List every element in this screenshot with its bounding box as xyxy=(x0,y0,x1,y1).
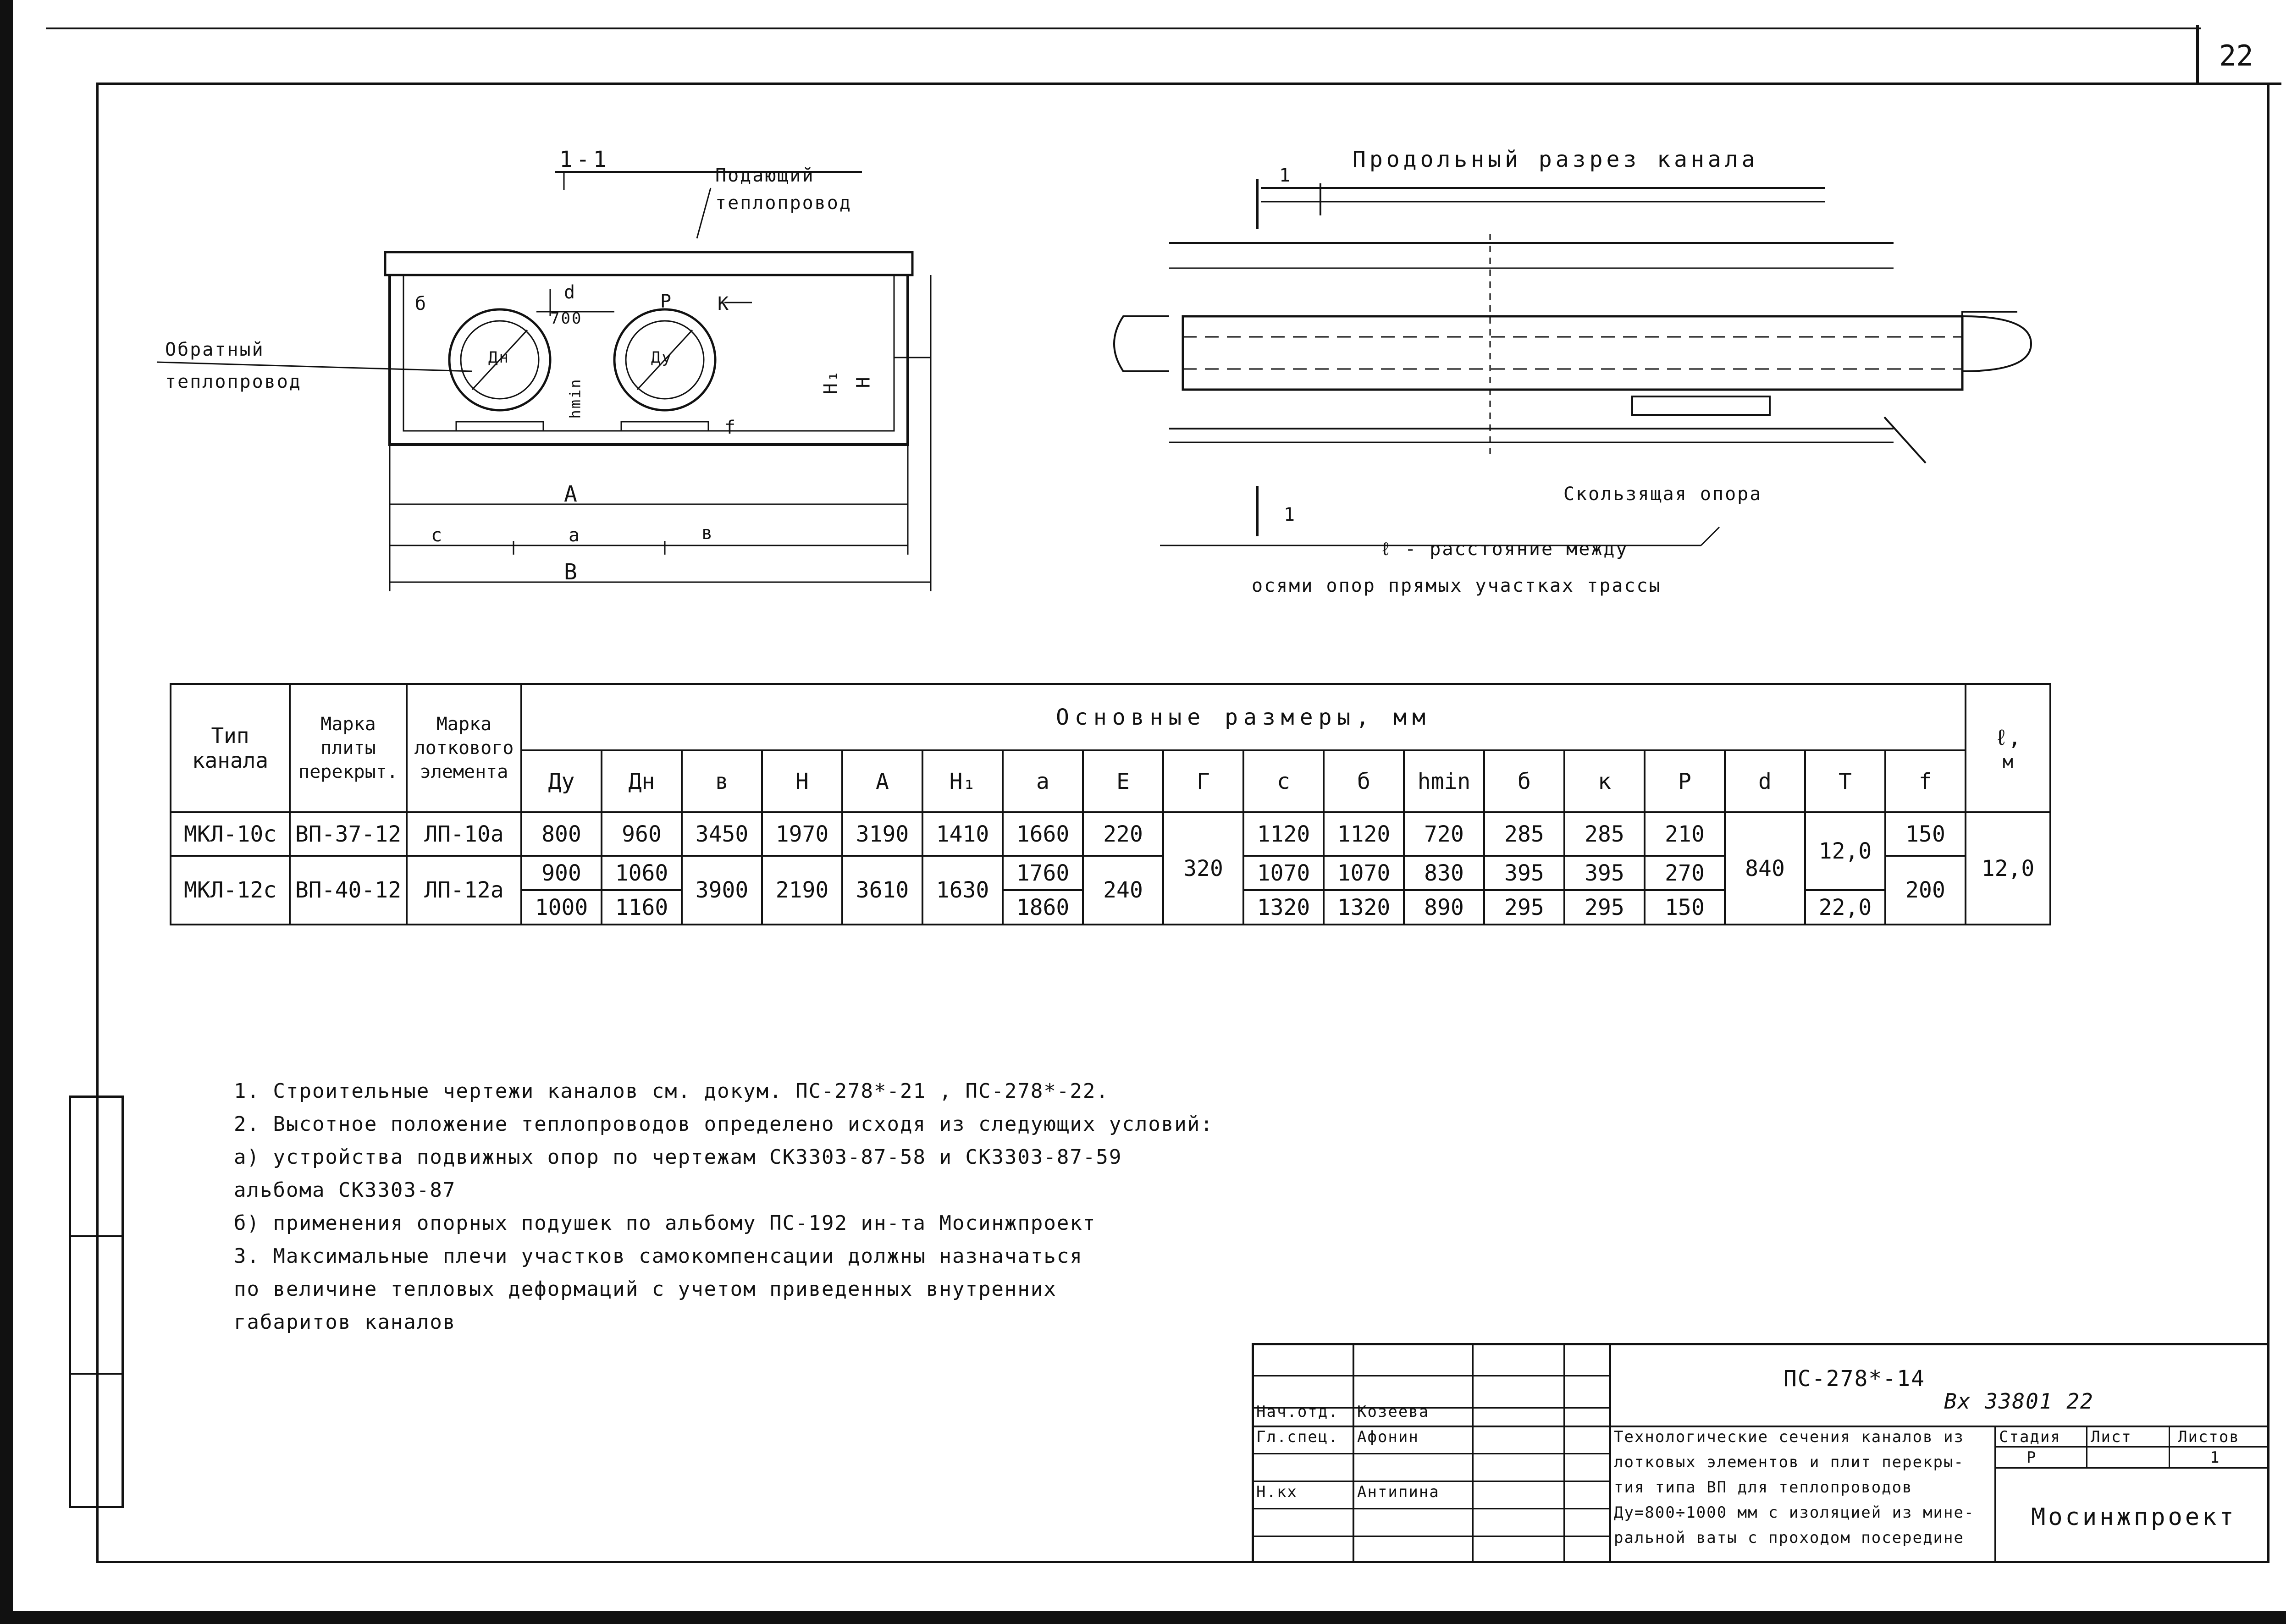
long-section-title: Продольный разрез канала xyxy=(1353,147,1759,172)
note-3-cont-2: габаритов каналов xyxy=(234,1310,456,1334)
desc-5: ральной ваты с проходом посередине xyxy=(1614,1529,1964,1547)
notes xyxy=(234,1075,1214,1339)
inventory-number: Вх 33801 22 xyxy=(1944,1389,2094,1414)
th-col-c: с xyxy=(1243,750,1324,812)
long-section-marker-bottom: 1 xyxy=(1284,504,1297,525)
th-col-du: Ду xyxy=(521,750,602,812)
l-note-2: осями опор прямых участках трассы xyxy=(1252,575,1662,596)
th-l-label: ℓ, xyxy=(1994,724,2021,750)
cell-g: 320 xyxy=(1163,812,1243,925)
cell-slab: ВП-37-12 xyxy=(290,812,407,856)
note-3: 3. Максимальные плечи участков самокомпенсации должны назначаться xyxy=(234,1244,1083,1268)
longitudinal-section-drawing xyxy=(1068,160,2137,573)
cell-l: 12,0 xyxy=(1966,812,2050,925)
organization: Мосинжпроект xyxy=(2031,1503,2236,1531)
th-l-unit: м xyxy=(2003,751,2013,772)
cell-bb: 395 xyxy=(1484,856,1564,890)
th-col-n: Н xyxy=(762,750,842,812)
left-edge-line xyxy=(0,0,13,1624)
name-1: Козеева xyxy=(1357,1403,1430,1421)
dim-a: a xyxy=(569,525,581,546)
th-slab-2: плиты xyxy=(320,738,376,759)
th-col-d: d xyxy=(1725,750,1805,812)
long-section-marker-top: 1 xyxy=(1279,165,1292,186)
sheets-value: 1 xyxy=(2210,1448,2220,1467)
th-col-hmin: hmin xyxy=(1404,750,1484,812)
cell-a-big: 3190 xyxy=(842,812,922,856)
th-tray-1: Марка xyxy=(436,714,492,735)
desc-3: тия типа ВП для теплопроводов xyxy=(1614,1478,1913,1497)
dim-k: K xyxy=(718,293,730,314)
cell-c: 1320 xyxy=(1243,890,1324,925)
bottom-edge-line xyxy=(0,1611,2286,1624)
cell-dn: 960 xyxy=(602,812,682,856)
dim-hmin: hmin xyxy=(566,378,584,419)
cell-b: 1320 xyxy=(1324,890,1404,925)
th-type: Тип канала xyxy=(171,684,290,812)
cell-h1: 1410 xyxy=(922,812,1003,856)
l-note-1: ℓ - расстояние между xyxy=(1380,539,1629,560)
cell-a: 1660 xyxy=(1003,812,1083,856)
cell-a: 1860 xyxy=(1003,890,1083,925)
th-tray-2: лоткового xyxy=(414,738,514,759)
dim-dn: Дн xyxy=(488,348,510,367)
section-title: 1-1 xyxy=(559,147,610,172)
dim-d: d xyxy=(564,282,577,303)
cell-h1: 1630 xyxy=(922,856,1003,925)
th-col-p: Р xyxy=(1645,750,1725,812)
desc-4: Ду=800÷1000 мм с изоляцией из мине- xyxy=(1614,1503,1975,1522)
note-3-cont-1: по величине тепловых деформаций с учетом приведенных внутренних xyxy=(234,1277,1057,1301)
cell-t-2: 22,0 xyxy=(1805,890,1885,925)
cell-bb: 295 xyxy=(1484,890,1564,925)
cell-k: 395 xyxy=(1564,856,1645,890)
cell-b: 1120 xyxy=(1324,812,1404,856)
th-col-h1: Н₁ xyxy=(922,750,1003,812)
dim-b-small: б xyxy=(415,293,428,314)
cell-p: 270 xyxy=(1645,856,1725,890)
th-l xyxy=(1966,684,2050,812)
dim-f: f xyxy=(724,417,737,438)
cell-v: 3450 xyxy=(682,812,762,856)
top-line xyxy=(46,28,2201,29)
th-col-a: а xyxy=(1003,750,1083,812)
cell-slab: ВП-40-12 xyxy=(290,856,407,925)
left-stamp-strip xyxy=(69,1096,124,1508)
dim-du: Ду xyxy=(651,348,673,367)
desc-2: лотковых элементов и плит перекры- xyxy=(1614,1453,1964,1471)
note-2: 2. Высотное положение теплопроводов определено исходя из следующих условий: xyxy=(234,1112,1214,1136)
th-slab-1: Марка xyxy=(320,714,376,735)
cell-n: 2190 xyxy=(762,856,842,925)
th-col-v: в xyxy=(682,750,762,812)
dim-a-big: A xyxy=(564,481,581,507)
stage-value: Р xyxy=(2026,1448,2037,1467)
cell-hmin: 720 xyxy=(1404,812,1484,856)
sheets-header: Листов xyxy=(2178,1428,2240,1446)
cell-f: 150 xyxy=(1885,812,1966,856)
cell-du: 800 xyxy=(521,812,602,856)
dimensions-table xyxy=(170,683,2051,925)
name-2: Афонин xyxy=(1357,1428,1419,1446)
dim-b: в xyxy=(701,523,714,544)
role-3: Н.кх xyxy=(1256,1483,1298,1501)
cut-marker-bottom xyxy=(1256,486,1259,536)
th-main-dimensions: Основные размеры, мм xyxy=(521,684,1966,750)
cell-e: 240 xyxy=(1083,856,1163,925)
table-row xyxy=(171,812,2050,856)
cell-v: 3900 xyxy=(682,856,762,925)
name-3: Антипина xyxy=(1357,1483,1440,1501)
th-col-t: Т xyxy=(1805,750,1885,812)
note-2b: б) применения опорных подушек по альбому ПС-192 ин-та Мосинжпроект xyxy=(234,1211,1096,1235)
cell-a-big: 3610 xyxy=(842,856,922,925)
th-col-f: f xyxy=(1885,750,1966,812)
th-col-bb: б xyxy=(1484,750,1564,812)
cell-type: МКЛ-12с xyxy=(171,856,290,925)
cell-hmin: 890 xyxy=(1404,890,1484,925)
cell-d: 840 xyxy=(1725,812,1805,925)
th-col-dn: Дн xyxy=(602,750,682,812)
sheet-number: 22 xyxy=(2219,39,2253,72)
supply-pipe-label-1: Подающий xyxy=(715,165,815,186)
cut-marker-top xyxy=(1256,179,1259,229)
th-slab-3: перекрыт. xyxy=(298,761,398,782)
role-1: Нач.отд. xyxy=(1256,1403,1339,1421)
cell-k: 285 xyxy=(1564,812,1645,856)
cell-tray: ЛП-10а xyxy=(407,812,521,856)
cell-e: 220 xyxy=(1083,812,1163,856)
cell-n: 1970 xyxy=(762,812,842,856)
th-slab xyxy=(290,684,407,812)
cell-p: 150 xyxy=(1645,890,1725,925)
th-tray xyxy=(407,684,521,812)
cell-dn: 1160 xyxy=(602,890,682,925)
dim-700: 700 xyxy=(550,309,583,328)
cell-hmin: 830 xyxy=(1404,856,1484,890)
th-col-e: Е xyxy=(1083,750,1163,812)
th-col-k: к xyxy=(1564,750,1645,812)
return-pipe-label-2: теплопровод xyxy=(165,371,302,392)
dim-h1: H₁ xyxy=(820,369,842,395)
note-2a-cont: альбома СК3303-87 xyxy=(234,1178,456,1202)
desc-1: Технологические сечения каналов из xyxy=(1614,1428,1964,1446)
dim-h: H xyxy=(853,375,874,388)
cell-b: 1070 xyxy=(1324,856,1404,890)
cell-a: 1760 xyxy=(1003,856,1083,890)
dim-b-big: B xyxy=(564,559,581,585)
doc-code: ПС-278*-14 xyxy=(1784,1366,1925,1392)
cell-k: 295 xyxy=(1564,890,1645,925)
note-1: 1. Строительные чертежи каналов см. докум. ПС-278*-21 , ПС-278*-22. xyxy=(234,1079,1109,1103)
cell-p: 210 xyxy=(1645,812,1725,856)
stage-header: Стадия xyxy=(1999,1428,2061,1446)
dim-p: P xyxy=(660,291,673,312)
cell-type: МКЛ-10с xyxy=(171,812,290,856)
cell-bb: 285 xyxy=(1484,812,1564,856)
sheet-header: Лист xyxy=(2091,1428,2132,1446)
th-tray-3: элемента xyxy=(420,761,508,782)
th-col-a-big: А xyxy=(842,750,922,812)
cell-du: 900 xyxy=(521,856,602,890)
cell-du: 1000 xyxy=(521,890,602,925)
cell-dn: 1060 xyxy=(602,856,682,890)
th-col-b: б xyxy=(1324,750,1404,812)
th-col-g: Г xyxy=(1163,750,1243,812)
role-2: Гл.спец. xyxy=(1256,1428,1339,1446)
cell-t-1: 12,0 xyxy=(1805,812,1885,890)
supply-pipe-label-2: теплопровод xyxy=(715,193,852,214)
cell-f: 200 xyxy=(1885,856,1966,925)
return-pipe-label-1: Обратный xyxy=(165,339,265,360)
cell-tray: ЛП-12а xyxy=(407,856,521,925)
note-2a: а) устройства подвижных опор по чертежам СК3303-87-58 и СК3303-87-59 xyxy=(234,1145,1122,1169)
sliding-support-label: Скользящая опора xyxy=(1563,484,1762,505)
dim-c: c xyxy=(431,525,444,546)
cell-c: 1120 xyxy=(1243,812,1324,856)
cell-c: 1070 xyxy=(1243,856,1324,890)
